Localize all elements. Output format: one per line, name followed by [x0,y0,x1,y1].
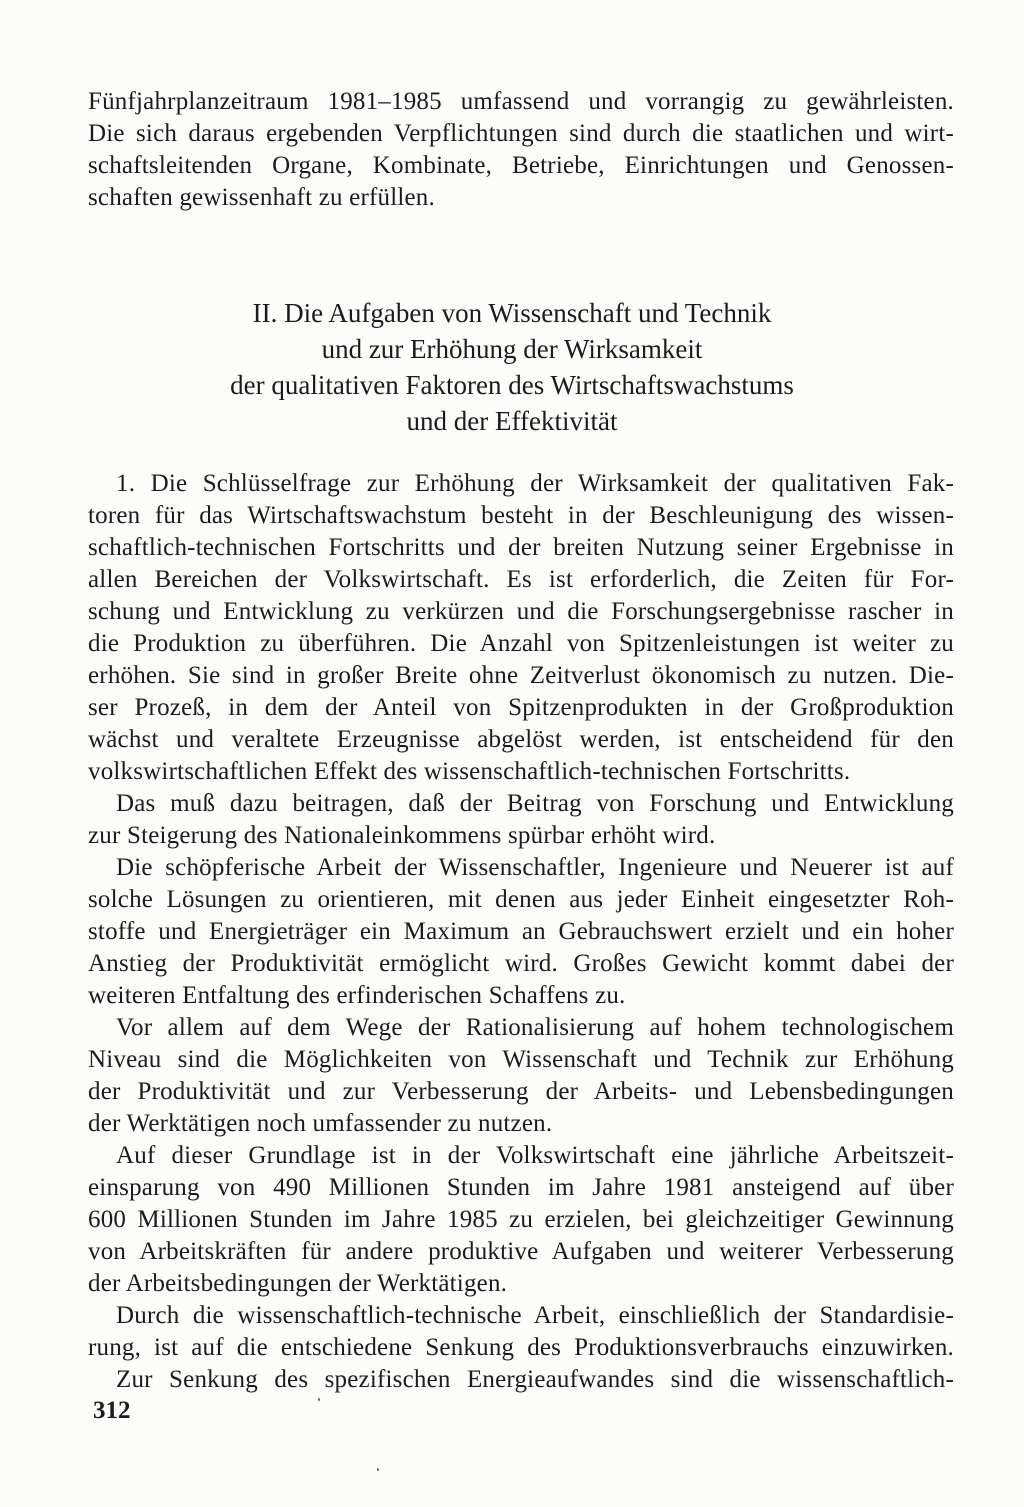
body-line: wächst und veraltete Erzeugnisse abgelöst werden, ist entscheidend für den [88,726,954,753]
scan-speck [318,1398,320,1401]
body-line: der Werktätigen noch umfassender zu nutzen. [88,1110,553,1137]
body-line: einsparung von 490 Millionen Stunden im Jahre 1981 ansteigend auf über [88,1174,954,1201]
body-line: der Produktivität und zur Verbesserung der Arbeits- und Lebensbedingungen [88,1078,954,1105]
body-line: Das muß dazu beitragen, daß der Beitrag von Forschung und Entwicklung [116,790,954,817]
body-line: 600 Millionen Stunden im Jahre 1985 zu erzielen, bei gleichzeitiger Gewinnung [88,1206,954,1233]
section-heading-line: und zur Erhöhung der Wirksamkeit [321,334,703,364]
body-line: Durch die wissenschaftlich-technische Arbeit, einschließlich der Standardisie- [116,1302,954,1329]
body-line: zur Steigerung des Nationaleinkommens spürbar erhöht wird. [88,822,716,849]
intro-line: Fünfjahrplanzeitraum 1981–1985 umfassend und vorrangig zu gewährleisten. [88,88,954,115]
page-number: 312 [93,1397,131,1424]
body-line: von Arbeitskräften für andere produktive Aufgaben und weiterer Verbesserung [88,1238,954,1265]
body-line: Zur Senkung des spezifischen Energieaufwandes sind die wissenschaftlich- [116,1366,954,1393]
body-line: Auf dieser Grundlage ist in der Volkswirtschaft eine jährliche Arbeitszeit- [116,1142,954,1169]
body-line: die Produktion zu überführen. Die Anzahl von Spitzenleistungen ist weiter zu [88,630,954,657]
body-line: Vor allem auf dem Wege der Rationalisierung auf hohem technologischem [116,1014,954,1041]
body-line: Niveau sind die Möglichkeiten von Wissenschaft und Technik zur Erhöhung [88,1046,954,1073]
intro-line: schaftsleitenden Organe, Kombinate, Betriebe, Einrichtungen und Genossen- [88,152,954,179]
body-line: erhöhen. Sie sind in großer Breite ohne Zeitverlust ökonomisch zu nutzen. Die- [88,662,954,689]
body-line: weiteren Entfaltung des erfinderischen Schaffens zu. [88,982,626,1009]
intro-line: Die sich daraus ergebenden Verpflichtungen sind durch die staatlichen und wirt- [88,120,954,147]
body-line: toren für das Wirtschaftswachstum besteht in der Beschleunigung des wissen- [88,502,954,529]
body-line: rung, ist auf die entschiedene Senkung des Produktionsverbrauchs einzuwirken. [88,1334,954,1361]
body-line: der Arbeitsbedingungen der Werktätigen. [88,1270,508,1297]
section-heading-line: und der Effektivität [406,406,618,436]
body-line: Die schöpferische Arbeit der Wissenschaftler, Ingenieure und Neuerer ist auf [116,854,954,881]
body-line: allen Bereichen der Volkswirtschaft. Es ist erforderlich, die Zeiten für For- [88,566,954,593]
scan-speck [377,1468,379,1471]
body-line: schaftlich-technischen Fortschritts und der breiten Nutzung seiner Ergebnisse in [88,534,954,561]
body-line: stoffe und Energieträger ein Maximum an Gebrauchswert erzielt und ein hoher [88,918,954,945]
intro-line: schaften gewissenhaft zu erfüllen. [88,184,435,211]
body-line: Anstieg der Produktivität ermöglicht wird. Großes Gewicht kommt dabei der [88,950,954,977]
section-heading-line: II. Die Aufgaben von Wissenschaft und Technik [252,298,772,328]
body-line: volkswirtschaftlichen Effekt des wissenschaftlich-technischen Fortschritts. [88,758,851,785]
body-line: solche Lösungen zu orientieren, mit denen aus jeder Einheit eingesetzter Roh- [88,886,954,913]
section-heading-line: der qualitativen Faktoren des Wirtschaftswachstums [230,370,794,400]
body-line: 1. Die Schlüsselfrage zur Erhöhung der Wirksamkeit der qualitativen Fak- [116,470,954,497]
body-line: schung und Entwicklung zu verkürzen und die Forschungsergebnisse rascher in [88,598,954,625]
body-line: ser Prozeß, in dem der Anteil von Spitzenprodukten in der Großproduktion [88,694,954,721]
